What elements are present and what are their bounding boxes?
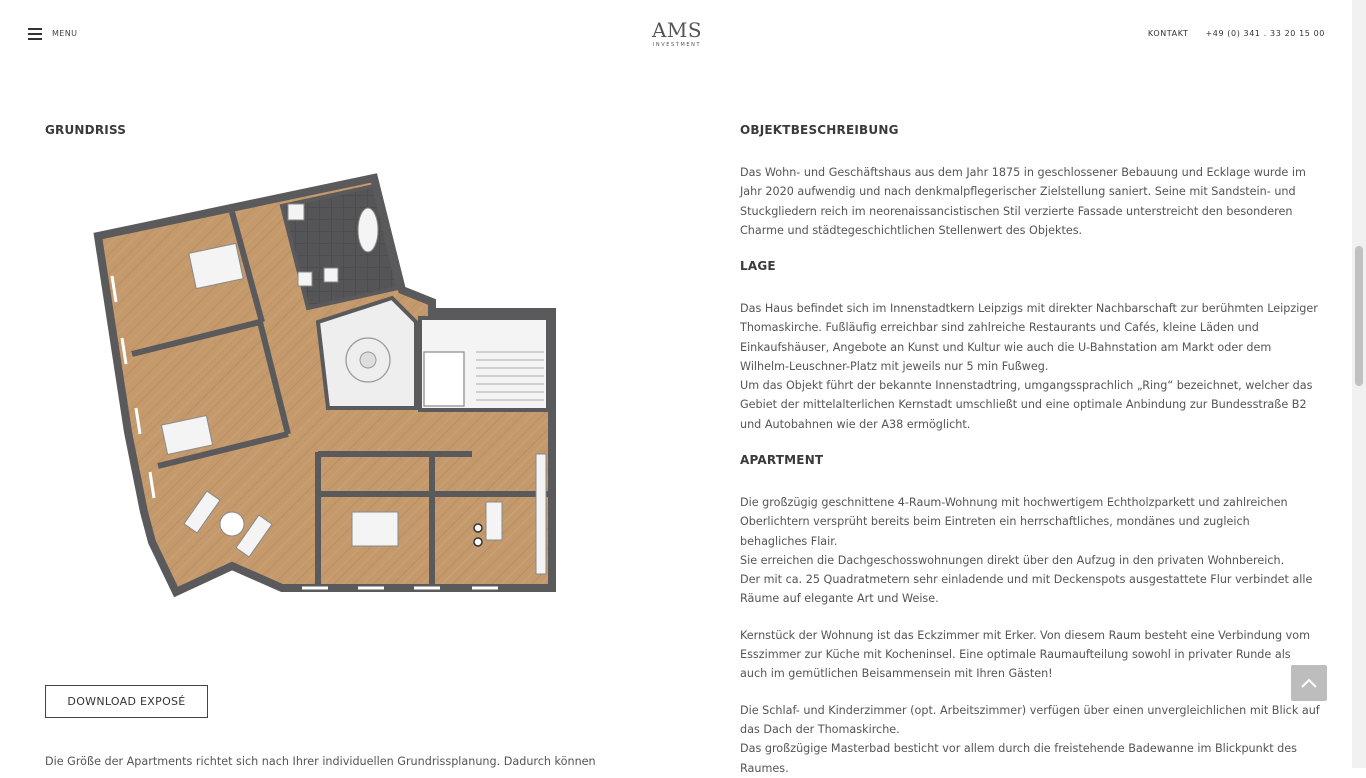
site-header	[0, 0, 1352, 72]
objekt-text	[740, 163, 1320, 240]
header-links	[1148, 29, 1325, 38]
apartment-title: APARTMENT	[740, 453, 824, 467]
apartment-paragraph-4: Kernstück der Wohnung ist das Eckzimmer mit Erker. Von diesem Raum besteht eine Verbindung vom Esszimmer zur Küche mit Kocheninsel. Eine optimale Raumaufteilung sowohl in privater Runde als auch im gemütlichen Beisammensein mit Ihren Gästen!	[740, 628, 1311, 681]
floorplan-image	[92, 172, 562, 602]
lage-paragraph-2: Um das Objekt führt der bekannte Innenstadtring, umgangssprachlich „Ring“ bezeichnet, welcher das Gebiet der mittelalterlichen Kernstadt umschließt und eine optimale Anbindung zur Bundesstraße B2 und Autobahnen wie der A38 ermöglicht.	[740, 379, 1313, 431]
logo-sub: INVESTMENT	[652, 42, 702, 48]
lage-title: LAGE	[740, 259, 776, 273]
apartment-paragraph-2: Sie erreichen die Dachgeschosswohnungen direkt über den Aufzug in den privaten Wohnbereich.	[740, 553, 1285, 567]
contact-link[interactable]: KONTAKT	[1147, 29, 1189, 38]
download-expose-button[interactable]: DOWNLOAD EXPOSÉ	[45, 685, 208, 718]
grundriss-title: GRUNDRISS	[45, 123, 127, 137]
apartment-text	[740, 493, 1320, 778]
logo[interactable]	[640, 18, 714, 48]
scrollbar[interactable]	[1352, 0, 1366, 768]
scrollbar-thumb[interactable]	[1355, 246, 1363, 386]
menu-button[interactable]	[28, 28, 77, 39]
phone-link[interactable]: +49 (0) 341 . 33 20 15 00	[1205, 29, 1325, 38]
hamburger-icon[interactable]	[28, 28, 42, 39]
objekt-paragraph: Das Wohn- und Geschäftshaus aus dem Jahr 1875 in geschlossener Bebauung und Ecklage wurde im Jahr 2020 aufwendig und nach denkmalpflegerischer Zielstellung saniert. Seine mit Sandstein- und Stuckgliedern reich im neorenaissancistischen Stil verzierte Fassade unterstreicht den besonderen Charme und städtegeschichtlichen Stellenwert des Objektes.	[740, 166, 1306, 237]
apartment-paragraph-1: Die großzügig geschnittene 4-Raum-Wohnung mit hochwertigem Echtholzparkett und zahlreichen Oberlichtern versprüht bereits beim Eintreten ein herrschaftliches, mondänes und zugleich behagliches Flair.	[740, 496, 1288, 548]
apartment-paragraph-3: Der mit ca. 25 Quadratmetern sehr einladende und mit Deckenspots ausgestattete Flur verbindet alle Räume auf elegante Art und Weise.	[740, 573, 1313, 606]
logo-main: AMS	[651, 18, 703, 42]
menu-label: MENU	[52, 29, 78, 38]
apartment-paragraph-5: Die Schlaf- und Kinderzimmer (opt. Arbeitszimmer) verfügen über einen unvergleichlichen mit Blick auf das Dach der Thomaskirche.	[740, 703, 1320, 736]
lage-paragraph-1: Das Haus befindet sich im Innenstadtkern Leipzigs mit direkter Nachbarschaft zur berühmten Leipziger Thomaskirche. Fußläufig erreichbar sind zahlreiche Restaurants und Cafés, kleine Läden und Einkaufshäuser, Angebote an Kunst und Kultur wie auch die U-Bahnstation am Markt oder dem Wilhelm-Leuschner-Platz mit jeweils nur 5 min Fußweg.	[740, 302, 1318, 373]
objekt-title: OBJEKTBESCHREIBUNG	[740, 123, 899, 137]
chevron-up-icon	[1301, 678, 1317, 688]
apartment-paragraph-6: Das großzügige Masterbad besticht vor allem durch die freistehende Badewanne im Blickpunkt des Raumes.	[740, 742, 1297, 775]
left-paragraph: Die Größe der Apartments richtet sich nach Ihrer individuellen Grundrissplanung. Dadurch können	[45, 755, 596, 768]
scroll-to-top-button[interactable]	[1291, 665, 1327, 701]
lage-text	[740, 299, 1320, 434]
